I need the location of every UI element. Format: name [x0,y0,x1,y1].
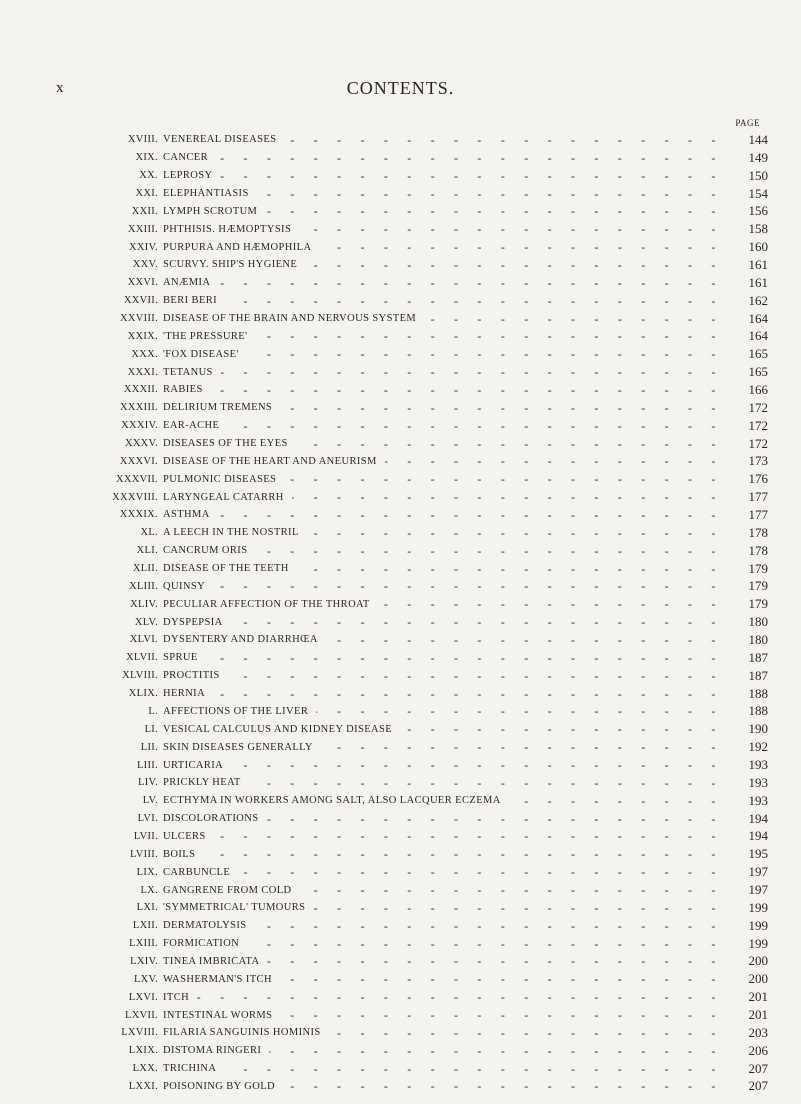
toc-entry [40,149,768,167]
dot-leader [213,687,718,701]
toc-entry [40,256,768,274]
toc-entry [40,738,768,756]
toc-entry [40,202,768,220]
chapter-number: XXV. [132,259,158,271]
chapter-number: LV. [142,795,158,807]
chapter-page-number: 176 [718,471,768,487]
chapter-title: FILARIA SANGUINIS HOMINIS [163,1027,329,1038]
chapter-page-number: 177 [718,507,768,523]
dot-leader [214,829,718,843]
chapter-page-number: 180 [718,614,768,630]
chapter-page-number: 160 [718,239,768,255]
chapter-title: DISTOMA RINGERI [163,1045,269,1056]
chapter-number: XLVI. [129,634,158,646]
dot-leader [247,937,718,951]
toc-entry [40,774,768,792]
chapter-page-number: 149 [718,150,768,166]
toc-entry [40,1024,768,1042]
chapter-page-number: 173 [718,453,768,469]
chapter-number: LII. [140,741,158,753]
chapter-title: PROCTITIS [163,670,228,681]
chapter-title: 'THE PRESSURE' [163,331,255,342]
chapter-page-number: 172 [718,436,768,452]
toc-entry [40,167,768,185]
chapter-number: XIX. [135,152,158,164]
toc-entry [40,185,768,203]
chapter-number: XXXIII. [120,402,158,414]
chapter-page-number: 200 [718,953,768,969]
toc-entry [40,863,768,881]
chapter-title: VENEREAL DISEASES [163,134,284,145]
dot-leader [203,847,718,861]
chapter-title: PULMONIC DISEASES [163,474,284,485]
toc-entry [40,1078,768,1096]
chapter-title: CANCRUM ORIS [163,545,255,556]
chapter-page-number: 207 [718,1078,768,1094]
chapter-title: BOILS [163,849,203,860]
toc-entry [40,685,768,703]
chapter-page-number: 172 [718,400,768,416]
toc-entry [40,935,768,953]
chapter-page-number: 178 [718,525,768,541]
chapter-number: XLIII. [129,580,158,592]
chapter-number: LIII. [136,759,158,771]
toc-entry [40,488,768,506]
dot-leader [211,383,718,397]
toc-entry [40,631,768,649]
chapter-page-number: 161 [718,257,768,273]
chapter-number: XXI. [135,188,158,199]
dot-leader [216,151,718,165]
chapter-title: CANCER [163,152,216,163]
dot-leader [206,651,718,665]
chapter-number: LXII. [132,920,158,932]
chapter-title: BERI BERI [163,295,225,306]
toc-entry [40,310,768,328]
dot-leader [225,294,718,308]
chapter-number: LXV. [133,973,158,985]
toc-entry [40,1060,768,1078]
toc-entry [40,845,768,863]
chapter-number: XXIII. [127,223,158,235]
chapter-number: XLIX. [128,688,158,700]
toc-entry [40,953,768,971]
toc-entry [40,792,768,810]
chapter-number: XXXIV. [121,420,158,432]
chapter-page-number: 156 [718,203,768,219]
chapter-page-number: 188 [718,686,768,702]
dot-leader [221,365,718,379]
chapter-page-number: 203 [718,1025,768,1041]
chapter-title: VESICAL CALCULUS AND KIDNEY DISEASE [163,724,400,735]
chapter-page-number: 200 [718,971,768,987]
chapter-number: L. [148,705,158,717]
chapter-title: PURPURA AND HÆMOPHILA [163,242,319,253]
chapter-title: DYSPEPSIA [163,617,231,628]
dot-leader [385,454,718,468]
chapter-page-number: 161 [718,275,768,291]
chapter-number: XXXVI. [119,455,158,467]
chapter-number: XXXVII. [115,473,158,485]
chapter-page-number: 206 [718,1043,768,1059]
chapter-title: CARBUNCLE [163,867,238,878]
dot-leader [280,972,718,986]
chapter-page-number: 194 [718,811,768,827]
chapter-number: XL. [140,527,158,539]
dot-leader [249,776,718,790]
dot-leader [284,472,718,486]
chapter-title: DISEASE OF THE HEART AND ANEURISM [163,456,385,467]
toc-entry [40,363,768,381]
toc-entry [40,1042,768,1060]
chapter-page-number: 207 [718,1061,768,1077]
chapter-page-number: 144 [718,132,768,148]
chapter-page-number: 199 [718,936,768,952]
chapter-title: DELIRIUM TREMENS [163,402,280,413]
dot-leader [227,419,718,433]
dot-leader [326,633,718,647]
dot-leader [299,222,718,236]
chapter-title: A LEECH IN THE NOSTRIL [163,527,307,538]
chapter-title: URTICARIA [163,760,231,771]
dot-leader [280,1008,718,1022]
chapter-number: LXVIII. [121,1027,158,1039]
dot-leader [224,1062,718,1076]
chapter-number: LXIII. [129,938,158,950]
chapter-page-number: 165 [718,346,768,362]
dot-leader [296,437,718,451]
chapter-number: XLII. [132,563,158,575]
chapter-page-number: 201 [718,1007,768,1023]
dot-leader [197,990,718,1004]
chapter-page-number: 177 [718,489,768,505]
toc-entry [40,1006,768,1024]
chapter-number: XXIX. [127,330,158,342]
dot-leader [269,1044,718,1058]
dot-leader [316,704,718,718]
toc-entry [40,720,768,738]
chapter-number: XX. [139,170,158,182]
chapter-page-number: 194 [718,828,768,844]
toc-entry [40,220,768,238]
chapter-number: XXVII. [123,295,158,307]
chapter-title: DISEASE OF THE TEETH [163,563,297,574]
dot-leader [313,901,718,915]
chapter-number: LIX. [136,866,158,878]
chapter-title: DISCOLORATIONS [163,813,266,824]
toc-entry [40,703,768,721]
chapter-title: LYMPH SCROTUM [163,206,265,217]
dot-leader [400,722,718,736]
chapter-number: XXXVIII. [112,491,158,503]
dot-leader [254,919,718,933]
chapter-title: GANGRENE FROM COLD [163,885,300,896]
chapter-title: DERMATOLYSIS [163,920,254,931]
dot-leader [424,312,718,326]
chapter-number: LXVI. [128,991,158,1003]
chapter-page-number: 164 [718,311,768,327]
dot-leader [329,1026,718,1040]
dot-leader [265,204,718,218]
chapter-title: DYSENTERY AND DIARRHŒA [163,634,326,645]
toc-entry [40,524,768,542]
chapter-title: RABIES [163,384,211,395]
chapter-number: XLIV. [130,598,158,610]
chapter-title: ECTHYMA IN WORKERS AMONG SALT, ALSO LACQUER ECZEMA [163,795,509,806]
toc-entry [40,756,768,774]
chapter-page-number: 187 [718,650,768,666]
chapter-page-number: 193 [718,793,768,809]
chapter-page-number: 195 [718,846,768,862]
chapter-number: LX. [140,884,158,896]
chapter-number: XXIV. [128,241,158,253]
toc-entry [40,417,768,435]
toc-entry [40,292,768,310]
chapter-number: LXI. [136,902,158,914]
chapter-page-number: 178 [718,543,768,559]
chapter-page-number: 192 [718,739,768,755]
page-title: CONTENTS. [346,78,455,98]
page-column-label: PAGE [735,118,760,128]
chapter-title: WASHERMAN'S ITCH [163,974,280,985]
dot-leader [297,562,718,576]
chapter-title: QUINSY [163,581,213,592]
dot-leader [305,258,718,272]
chapter-page-number: 166 [718,382,768,398]
toc-entry [40,917,768,935]
toc-entry [40,577,768,595]
chapter-page-number: 158 [718,221,768,237]
chapter-title: ANÆMIA [163,277,218,288]
chapter-page-number: 197 [718,882,768,898]
toc-entry [40,899,768,917]
dot-leader [213,579,718,593]
dot-leader [231,615,718,629]
chapter-number: XXVIII. [120,313,158,325]
chapter-number: LXVII. [125,1009,158,1021]
chapter-title: SKIN DISEASES GENERALLY [163,742,321,753]
chapter-number: XLVIII. [122,670,158,682]
chapter-number: LVI. [137,813,158,825]
chapter-number: XVIII. [127,134,158,146]
dot-leader [238,865,718,879]
chapter-title: PRICKLY HEAT [163,777,249,788]
chapter-title: SPRUE [163,652,206,663]
chapter-title: ITCH [163,992,197,1003]
table-of-contents [40,131,768,1095]
toc-entry [40,381,768,399]
chapter-number: LXIV. [130,955,158,967]
chapter-title: HERNIA [163,688,213,699]
chapter-number: XLVII. [125,652,158,664]
toc-entry [40,560,768,578]
toc-entry [40,810,768,828]
toc-entry [40,649,768,667]
chapter-number: XXX. [131,348,158,360]
dot-leader [228,669,718,683]
chapter-page-number: 197 [718,864,768,880]
toc-entry [40,506,768,524]
chapter-title: TRICHINA [163,1063,224,1074]
chapter-page-number: 201 [718,989,768,1005]
chapter-title: LEPROSY [163,170,220,181]
chapter-title: LARYNGEAL CATARRH [163,492,292,503]
toc-entry [40,881,768,899]
dot-leader [220,169,718,183]
toc-entry [40,828,768,846]
chapter-number: LXX. [132,1063,158,1075]
chapter-page-number: 188 [718,703,768,719]
chapter-title: EAR-ACHE [163,420,227,431]
page-number: x [56,80,64,96]
toc-entry [40,345,768,363]
dot-leader [266,812,718,826]
dot-leader [267,954,718,968]
chapter-page-number: 165 [718,364,768,380]
dot-leader [247,347,718,361]
dot-leader [378,597,718,611]
chapter-title: 'SYMMETRICAL' TUMOURS [163,902,313,913]
chapter-page-number: 179 [718,578,768,594]
chapter-page-number: 154 [718,186,768,202]
chapter-page-number: 179 [718,561,768,577]
chapter-title: AFFECTIONS OF THE LIVER [163,706,316,717]
chapter-title: ELEPHANTIASIS [163,188,257,199]
chapter-title: DISEASE OF THE BRAIN AND NERVOUS SYSTEM [163,313,424,324]
chapter-title: FORMICATION [163,938,247,949]
chapter-page-number: 162 [718,293,768,309]
dot-leader [218,508,718,522]
toc-entry [40,399,768,417]
chapter-page-number: 199 [718,918,768,934]
chapter-number: XXXII. [123,384,158,396]
dot-leader [307,526,718,540]
dot-leader [257,187,718,201]
chapter-page-number: 190 [718,721,768,737]
dot-leader [319,240,718,254]
chapter-page-number: 164 [718,328,768,344]
chapter-title: PECULIAR AFFECTION OF THE THROAT [163,599,378,610]
dot-leader [292,490,718,504]
toc-entry [40,667,768,685]
chapter-number: XXXV. [124,438,158,450]
toc-entry [40,970,768,988]
toc-entry [40,327,768,345]
toc-entry [40,595,768,613]
chapter-page-number: 180 [718,632,768,648]
chapter-page-number: 172 [718,418,768,434]
toc-entry [40,470,768,488]
chapter-number: XLI. [136,545,158,557]
chapter-number: XXXIX. [119,509,158,521]
dot-leader [283,1079,718,1093]
dot-leader [255,329,718,343]
toc-entry [40,542,768,560]
chapter-page-number: 187 [718,668,768,684]
dot-leader [509,794,718,808]
dot-leader [255,544,718,558]
dot-leader [300,883,718,897]
chapter-number: LIV. [138,777,158,789]
dot-leader [321,740,718,754]
chapter-title: INTESTINAL WORMS [163,1010,280,1021]
toc-entry [40,613,768,631]
chapter-number: XXXI. [127,366,158,378]
chapter-title: TETANUS [163,367,221,378]
chapter-title: DISEASES OF THE EYES [163,438,296,449]
dot-leader [218,276,718,290]
chapter-number: LI. [144,723,158,735]
chapter-number: LXXI. [128,1080,158,1092]
chapter-number: LXIX. [128,1045,158,1057]
chapter-title: SCURVY. SHIP'S HYGIENE [163,259,305,270]
toc-entry [40,452,768,470]
dot-leader [280,401,718,415]
toc-entry [40,274,768,292]
chapter-title: 'FOX DISEASE' [163,349,247,360]
chapter-title: ASTHMA [163,509,218,520]
dot-leader [284,133,718,147]
chapter-title: ULCERS [163,831,214,842]
chapter-page-number: 193 [718,775,768,791]
dot-leader [231,758,718,772]
chapter-page-number: 179 [718,596,768,612]
chapter-number: XXII. [131,205,158,217]
toc-entry [40,131,768,149]
chapter-number: XLV. [134,616,158,628]
chapter-page-number: 199 [718,900,768,916]
chapter-title: POISONING BY GOLD [163,1081,283,1092]
chapter-page-number: 193 [718,757,768,773]
chapter-number: LVII. [133,830,158,842]
toc-entry [40,238,768,256]
toc-entry [40,988,768,1006]
toc-entry [40,435,768,453]
chapter-page-number: 150 [718,168,768,184]
chapter-title: TINEA IMBRICATA [163,956,267,967]
chapter-number: LVIII. [130,848,158,860]
chapter-number: XXVI. [127,277,158,289]
chapter-title: PHTHISIS. HÆMOPTYSIS [163,224,299,235]
